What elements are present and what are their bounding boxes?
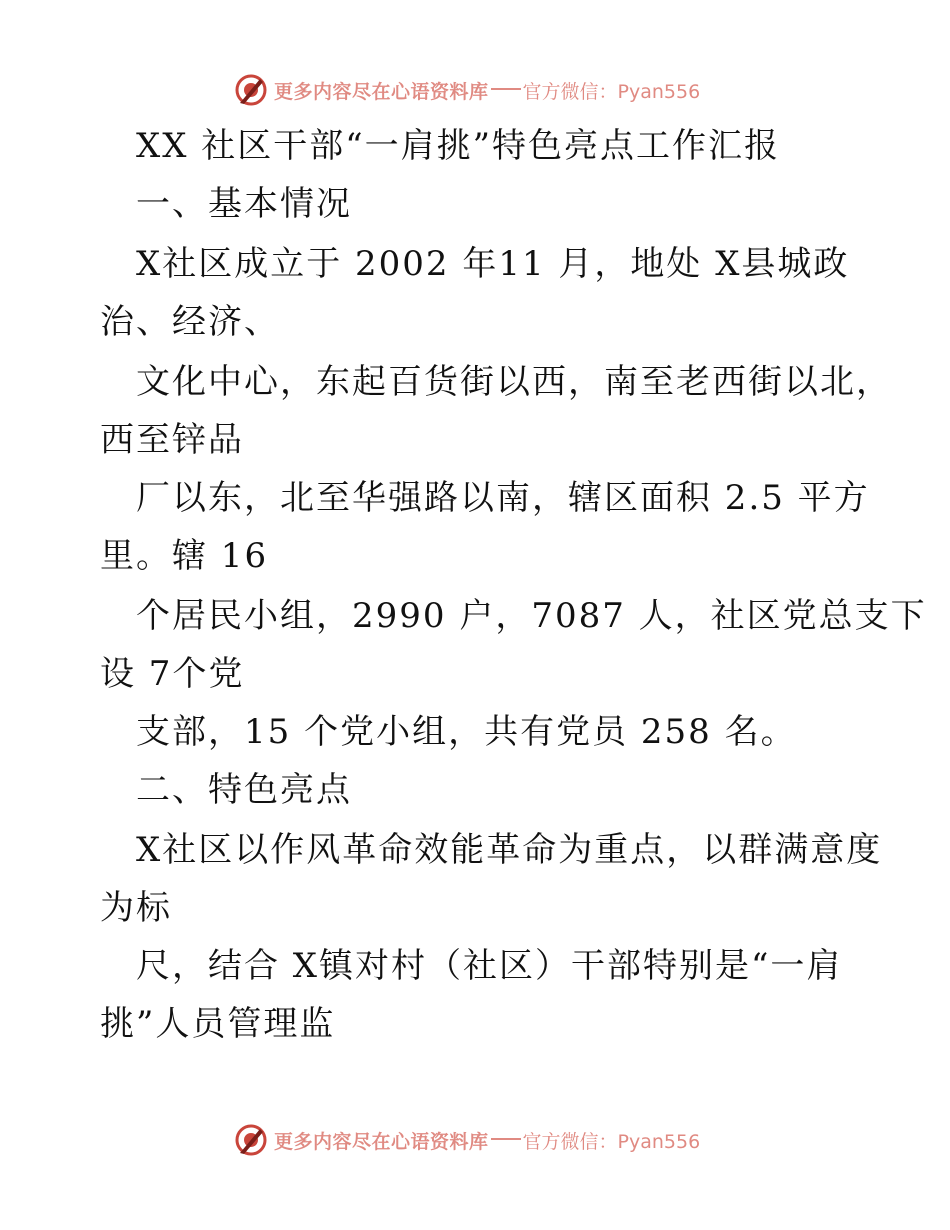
watermark-dash — [491, 1138, 521, 1140]
watermark-main-text: 更多内容尽在心语资料库 — [274, 1130, 489, 1153]
section-heading-basic: 一、基本情况 — [136, 184, 352, 224]
footer-watermark — [234, 1122, 714, 1158]
paragraph-line: 西至锌品 — [100, 420, 244, 460]
paragraph-line: 个居民小组，2990 户，7087 人，社区党总支下 — [136, 596, 927, 636]
paragraph-line: 为标 — [100, 888, 172, 928]
quill-seal-icon — [234, 1123, 268, 1157]
paragraph-line: 里。辖 16 — [100, 536, 269, 576]
paragraph-line: 尺，结合 X镇对村（社区）干部特别是“一肩 — [136, 946, 843, 986]
watermark-tail-text: 官方微信：Pyan556 — [522, 80, 701, 103]
watermark-main-text: 更多内容尽在心语资料库 — [274, 80, 489, 103]
document-title: XX 社区干部“一肩挑”特色亮点工作汇报 — [136, 126, 780, 166]
paragraph-line: 设 7个党 — [100, 654, 245, 694]
section-heading-highlights: 二、特色亮点 — [136, 770, 352, 810]
paragraph-line: X社区成立于 2002 年11 月，地处 X县城政 — [136, 244, 850, 284]
watermark-tail-text: 官方微信：Pyan556 — [522, 1130, 701, 1153]
paragraph-line: 支部，15 个党小组，共有党员 258 名。 — [136, 712, 797, 752]
paragraph-line: 挑”人员管理监 — [100, 1004, 336, 1044]
paragraph-line: 治、经济、 — [100, 302, 280, 342]
paragraph-line: X社区以作风革命效能革命为重点，以群满意度 — [136, 830, 883, 870]
paragraph-line: 厂以东，北至华强路以南，辖区面积 2.5 平方 — [136, 478, 870, 518]
paragraph-line: 文化中心，东起百货街以西，南至老西街以北， — [136, 362, 892, 402]
